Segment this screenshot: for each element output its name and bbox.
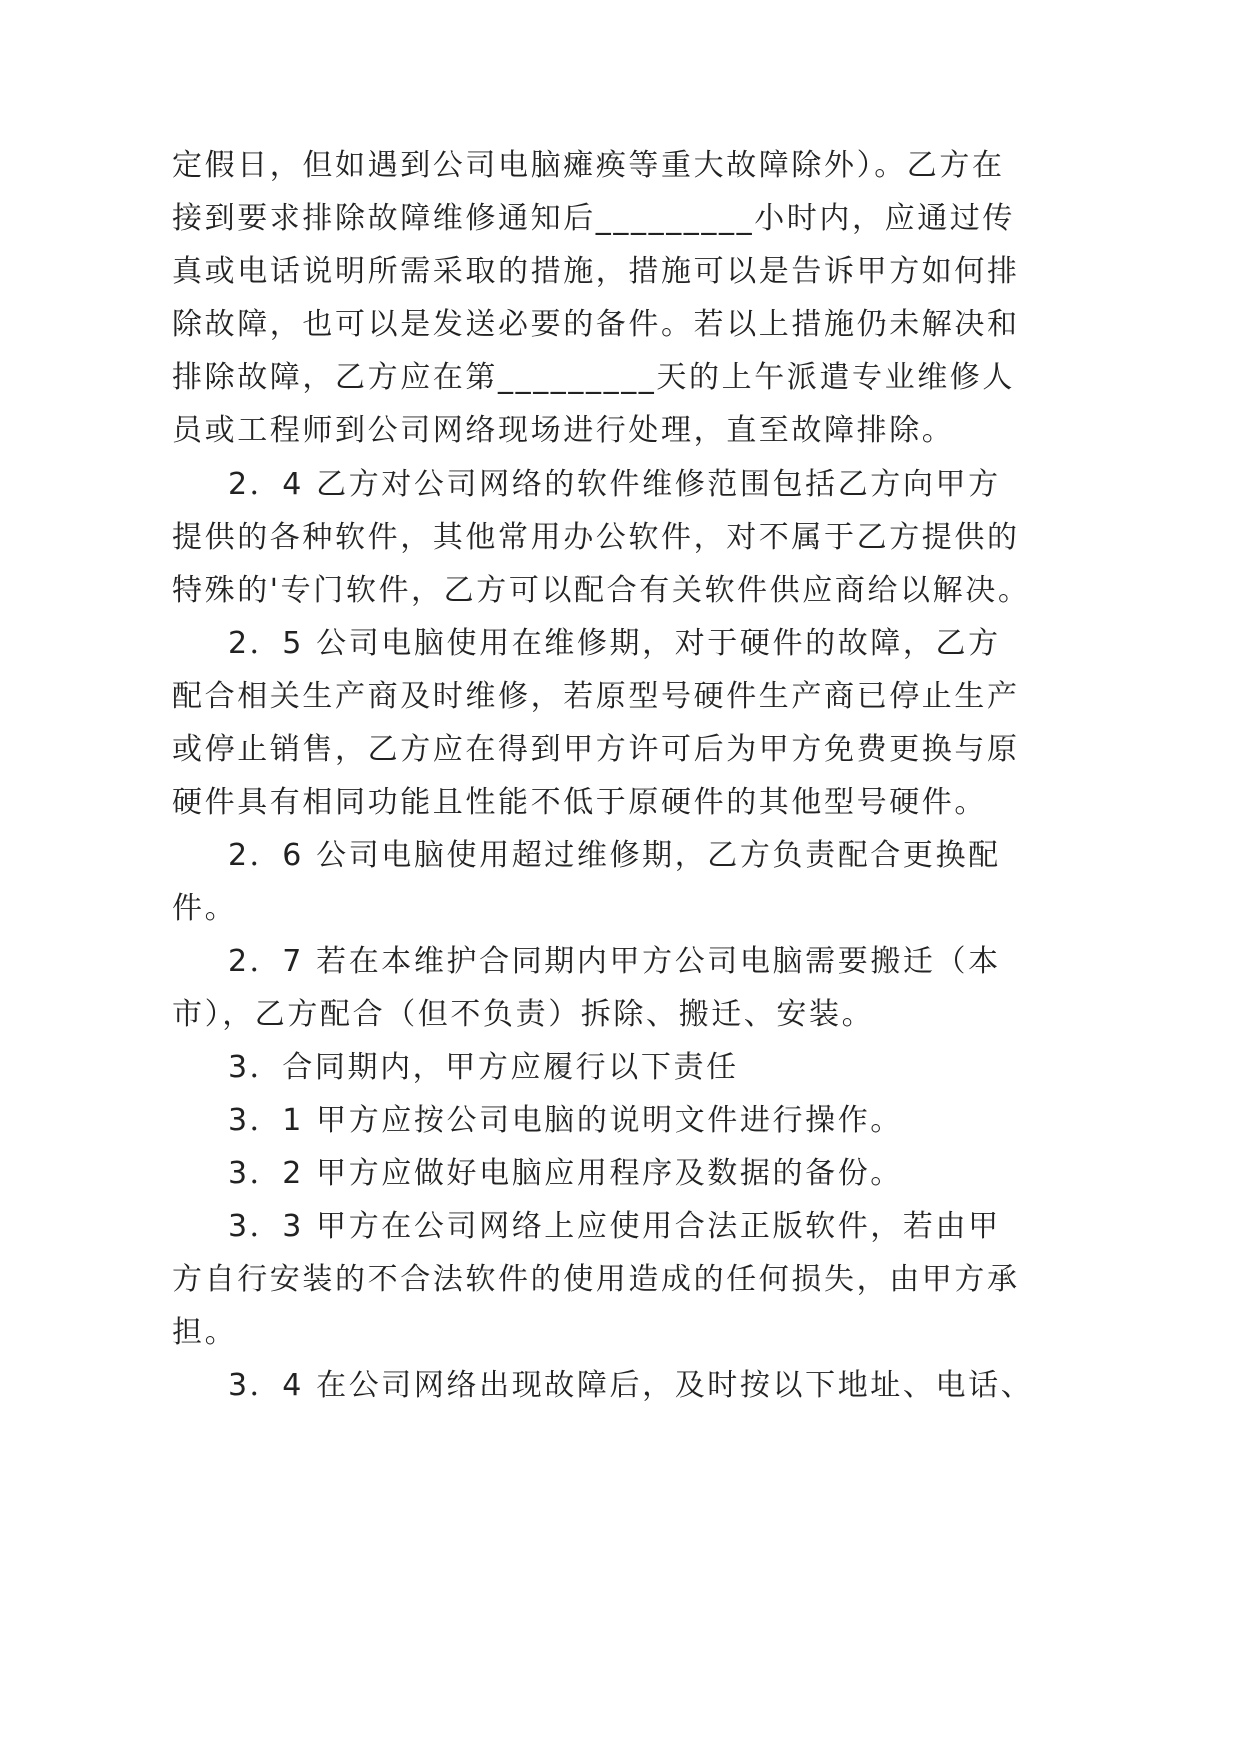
text-line: 2．6 公司电脑使用超过维修期，乙方负责配合更换配 [228, 838, 1001, 873]
text-line: 2．7 若在本维护合同期内甲方公司电脑需要搬迁（本 [228, 944, 1001, 979]
text-line: 件。 [172, 891, 238, 926]
text-line: 担。 [172, 1315, 238, 1350]
text-line: 提供的各种软件，其他常用办公软件，对不属于乙方提供的 [172, 520, 1020, 555]
text-line: 特殊的'专门软件，乙方可以配合有关软件供应商给以解决。 [172, 573, 1031, 608]
text-line: 3．1 甲方应按公司电脑的说明文件进行操作。 [228, 1103, 903, 1138]
text-line: 真或电话说明所需采取的措施，措施可以是告诉甲方如何排 [172, 254, 1020, 289]
text-line: 或停止销售，乙方应在得到甲方许可后为甲方免费更换与原 [172, 732, 1020, 767]
text-line: 3．2 甲方应做好电脑应用程序及数据的备份。 [228, 1156, 903, 1191]
text-line: 配合相关生产商及时维修，若原型号硬件生产商已停止生产 [172, 679, 1020, 714]
text-line: 3．3 甲方在公司网络上应使用合法正版软件，若由甲 [228, 1209, 1001, 1244]
text-line: 方自行安装的不合法软件的使用造成的任何损失，由甲方承 [172, 1262, 1020, 1297]
text-line: 定假日，但如遇到公司电脑瘫痪等重大故障除外）。乙方在 [172, 148, 1005, 183]
text-line: 市），乙方配合（但不负责）拆除、搬迁、安装。 [172, 997, 875, 1032]
text-line: 接到要求排除故障维修通知后_________小时内，应通过传 [172, 201, 1015, 236]
text-line: 硬件具有相同功能且性能不低于原硬件的其他型号硬件。 [172, 785, 987, 820]
text-line: 2．5 公司电脑使用在维修期，对于硬件的故障，乙方 [228, 626, 1001, 661]
text-line: 除故障，也可以是发送必要的备件。若以上措施仍未解决和 [172, 307, 1020, 342]
text-line: 3．合同期内，甲方应履行以下责任 [228, 1050, 739, 1085]
text-line: 排除故障，乙方应在第_________天的上午派遣专业维修人 [172, 360, 1015, 395]
text-line: 2．4 乙方对公司网络的软件维修范围包括乙方向甲方 [228, 467, 1001, 502]
text-line: 3．4 在公司网络出现故障后，及时按以下地址、电话、 [228, 1368, 1034, 1403]
text-line: 员或工程师到公司网络现场进行处理，直至故障排除。 [172, 413, 955, 448]
